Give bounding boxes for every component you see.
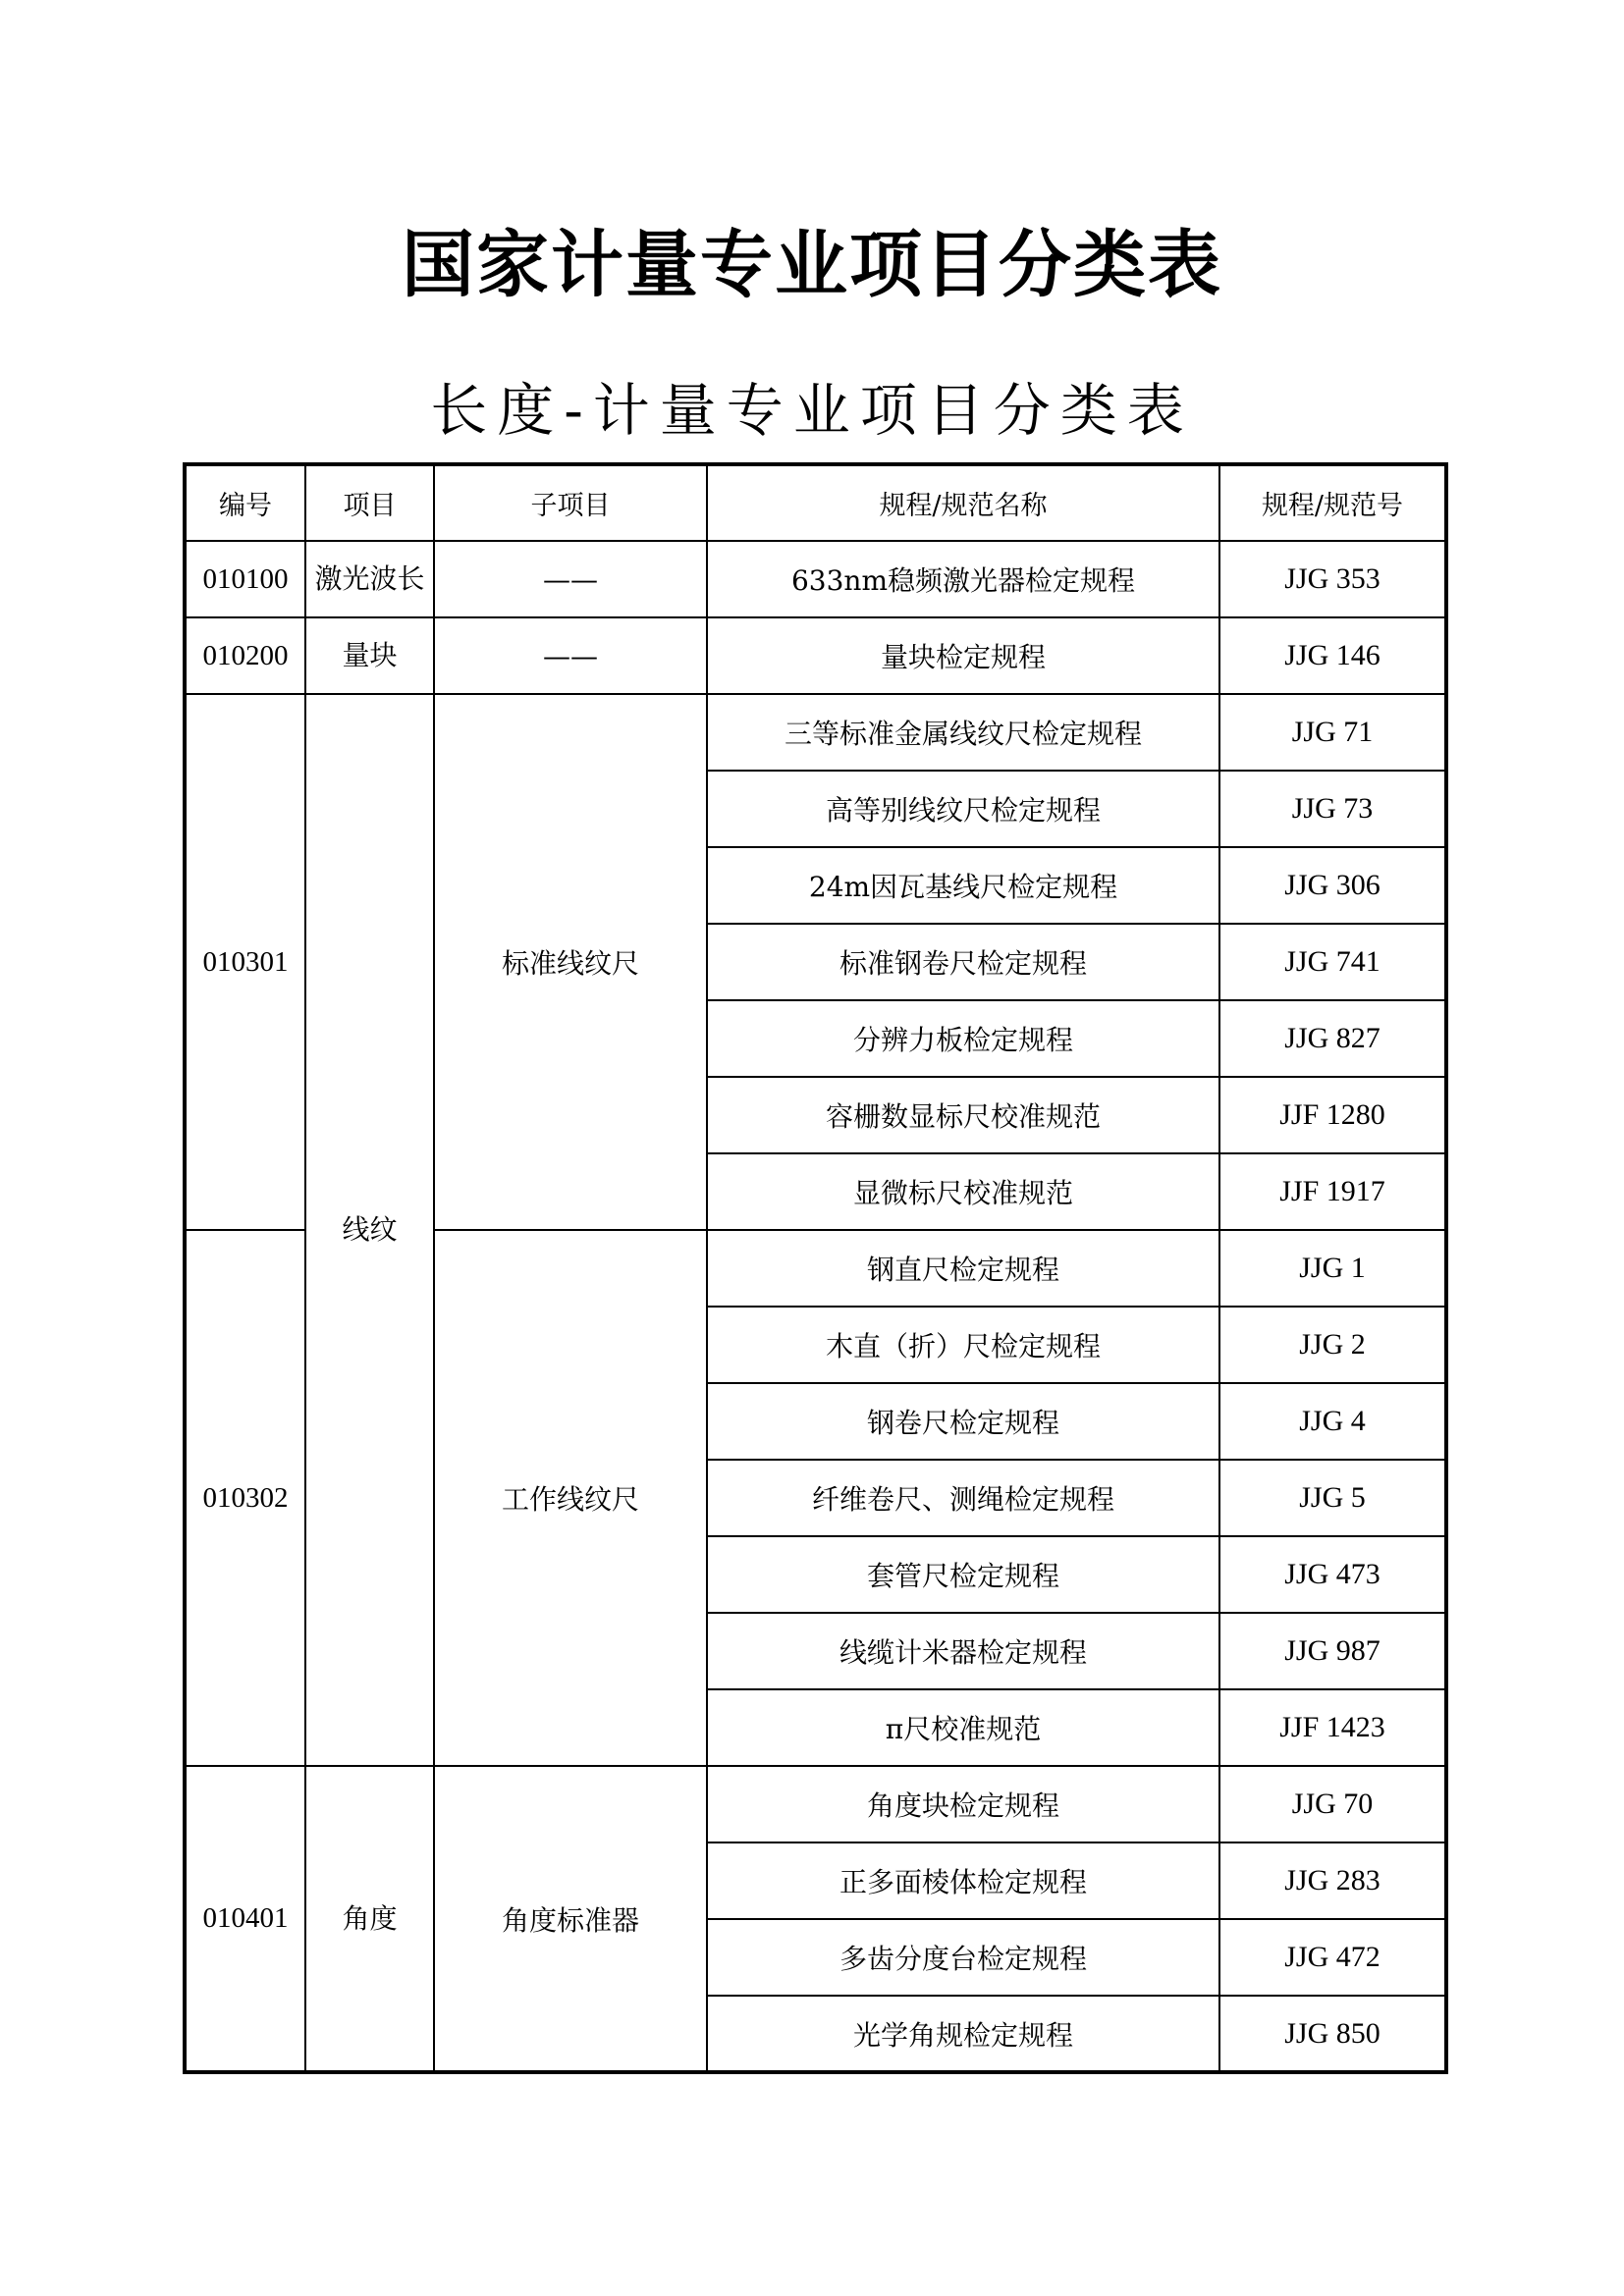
table-row <box>185 541 1446 617</box>
row-subitem: 角度标准器 <box>434 1766 707 2072</box>
row-name: 容栅数显标尺校准规范 <box>707 1077 1219 1153</box>
row-item: 激光波长 <box>305 541 434 617</box>
row-subitem: —— <box>434 617 707 694</box>
row-number: JJG 71 <box>1219 694 1446 771</box>
row-name: 标准钢卷尺检定规程 <box>707 924 1219 1000</box>
row-name: 光学角规检定规程 <box>707 1996 1219 2072</box>
header-code: 编号 <box>185 464 305 541</box>
row-number: JJG 146 <box>1219 617 1446 694</box>
row-item: 量块 <box>305 617 434 694</box>
table-title: 长度-计量专业项目分类表 <box>430 377 1194 444</box>
row-number: JJG 850 <box>1219 1996 1446 2072</box>
row-number: JJG 73 <box>1219 771 1446 847</box>
row-name: 套管尺检定规程 <box>707 1536 1219 1613</box>
row-subitem: 工作线纹尺 <box>434 1230 707 1766</box>
row-number: JJG 2 <box>1219 1307 1446 1383</box>
row-name: 纤维卷尺、测绳检定规程 <box>707 1460 1219 1536</box>
row-code: 010200 <box>185 617 305 694</box>
row-code: 010301 <box>185 694 305 1230</box>
row-name: 木直（折）尺检定规程 <box>707 1307 1219 1383</box>
row-number: JJG 353 <box>1219 541 1446 617</box>
row-subitem: —— <box>434 541 707 617</box>
row-name: 钢卷尺检定规程 <box>707 1383 1219 1460</box>
row-name: 分辨力板检定规程 <box>707 1000 1219 1077</box>
header-item: 项目 <box>305 464 434 541</box>
row-number: JJG 472 <box>1219 1919 1446 1996</box>
table-row <box>185 1766 1446 1842</box>
row-name: 显微标尺校准规范 <box>707 1153 1219 1230</box>
row-name: 三等标准金属线纹尺检定规程 <box>707 694 1219 771</box>
classification-table <box>183 462 1448 2074</box>
row-name: 量块检定规程 <box>707 617 1219 694</box>
row-name: 多齿分度台检定规程 <box>707 1919 1219 1996</box>
row-number: JJF 1423 <box>1219 1689 1446 1766</box>
page-title: 国家计量专业项目分类表 <box>402 223 1222 307</box>
header-subitem: 子项目 <box>434 464 707 541</box>
row-number: JJG 306 <box>1219 847 1446 924</box>
row-number: JJG 473 <box>1219 1536 1446 1613</box>
row-subitem: 标准线纹尺 <box>434 694 707 1230</box>
row-item: 线纹 <box>305 694 434 1766</box>
table-row <box>185 617 1446 694</box>
header-row <box>185 464 1446 541</box>
header-number: 规程/规范号 <box>1219 464 1446 541</box>
row-name: 高等别线纹尺检定规程 <box>707 771 1219 847</box>
row-name: 钢直尺检定规程 <box>707 1230 1219 1307</box>
row-name: 24m因瓦基线尺检定规程 <box>707 847 1219 924</box>
row-number: JJG 283 <box>1219 1842 1446 1919</box>
row-number: JJG 1 <box>1219 1230 1446 1307</box>
table-row <box>185 694 1446 771</box>
row-number: JJF 1280 <box>1219 1077 1446 1153</box>
row-number: JJF 1917 <box>1219 1153 1446 1230</box>
row-name: 正多面棱体检定规程 <box>707 1842 1219 1919</box>
row-code: 010401 <box>185 1766 305 2072</box>
row-name: 角度块检定规程 <box>707 1766 1219 1842</box>
row-number: JJG 827 <box>1219 1000 1446 1077</box>
row-code: 010100 <box>185 541 305 617</box>
row-item: 角度 <box>305 1766 434 2072</box>
row-code: 010302 <box>185 1230 305 1766</box>
row-number: JJG 741 <box>1219 924 1446 1000</box>
row-number: JJG 70 <box>1219 1766 1446 1842</box>
row-name: π尺校准规范 <box>707 1689 1219 1766</box>
row-name: 633nm稳频激光器检定规程 <box>707 541 1219 617</box>
row-name: 线缆计米器检定规程 <box>707 1613 1219 1689</box>
row-number: JJG 5 <box>1219 1460 1446 1536</box>
header-name: 规程/规范名称 <box>707 464 1219 541</box>
row-number: JJG 4 <box>1219 1383 1446 1460</box>
row-number: JJG 987 <box>1219 1613 1446 1689</box>
